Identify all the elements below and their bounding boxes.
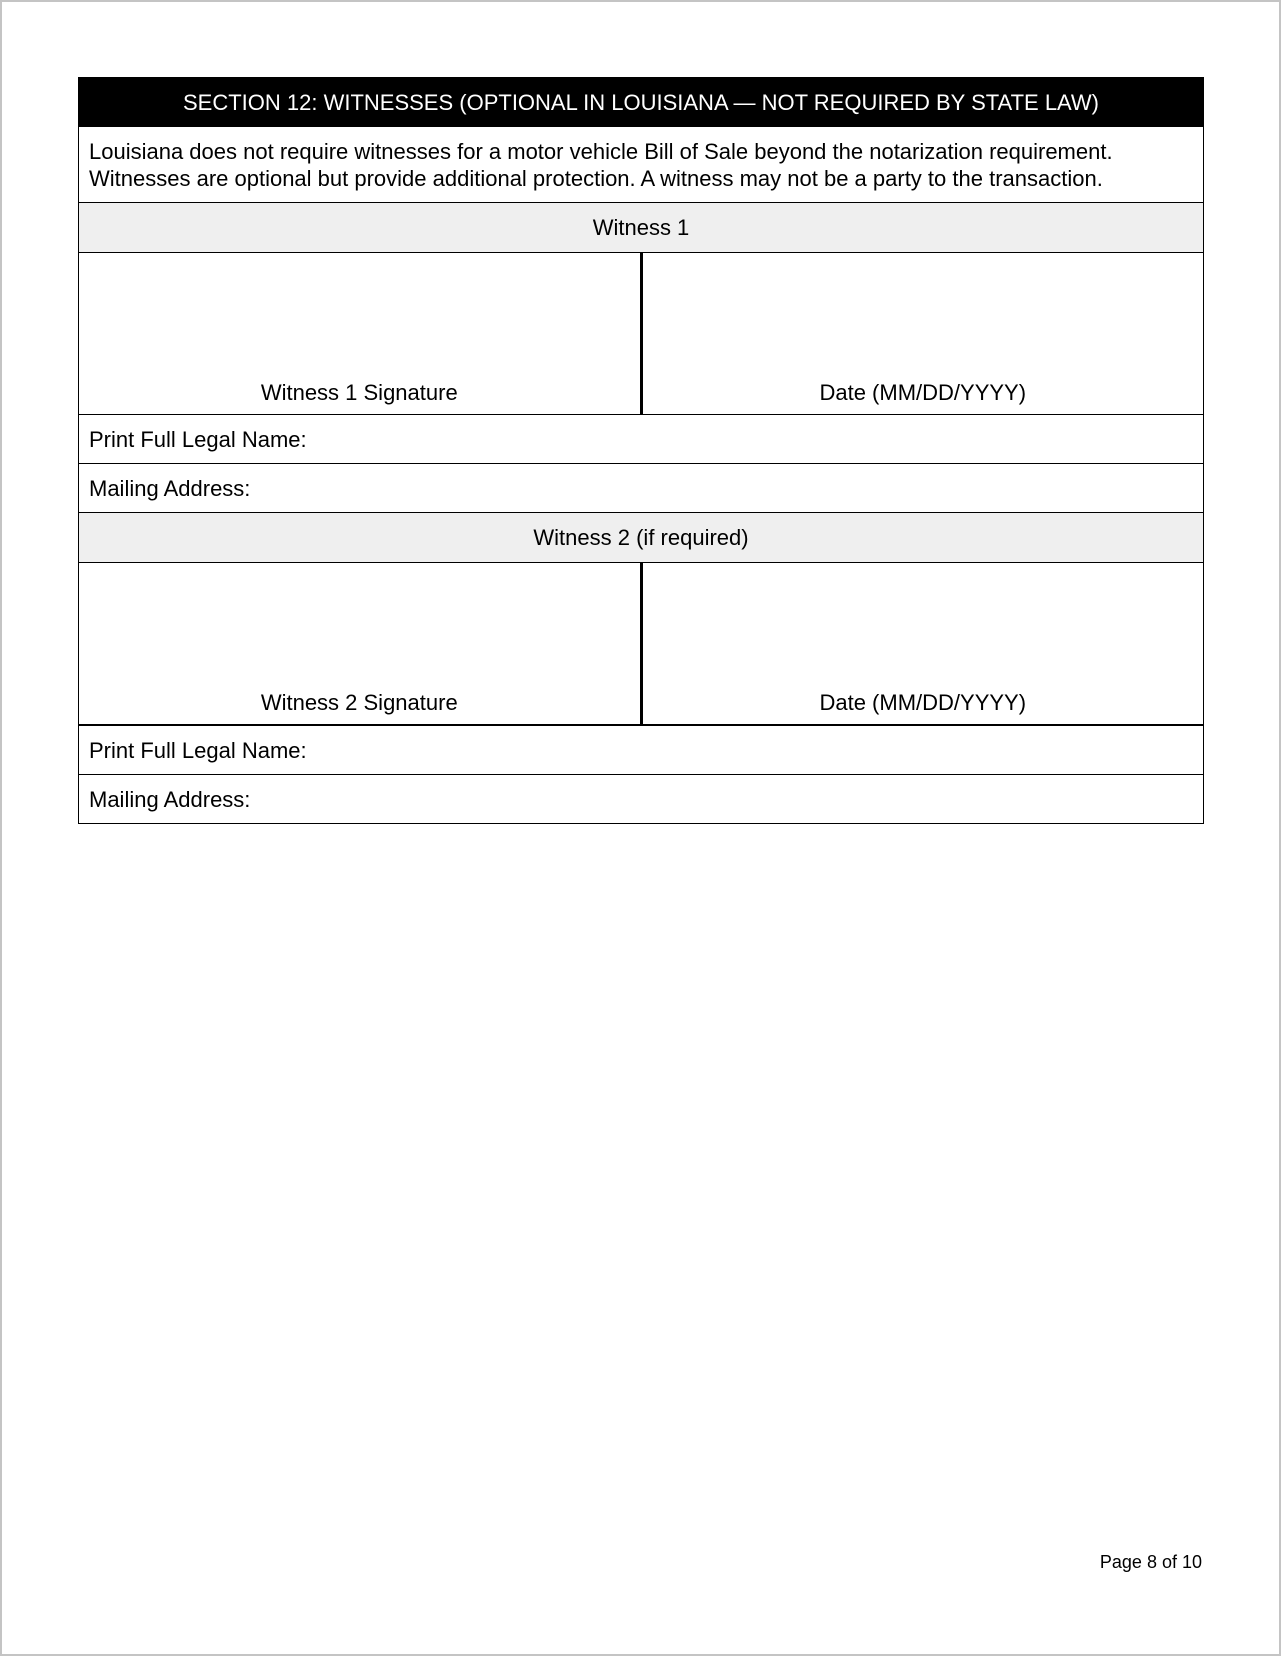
notice-line-1: Louisiana does not require witnesses for a motor vehicle Bill of Sale beyond the notarization requirement.: [89, 138, 1113, 164]
witness-1-name-field[interactable]: [79, 415, 1204, 464]
witness-1-date-field[interactable]: [641, 253, 1204, 415]
witness-1-signature-field[interactable]: [79, 253, 642, 415]
witness-1-name-label: Print Full Legal Name:: [89, 426, 307, 452]
witness-1-address-label: Mailing Address:: [89, 475, 251, 501]
witness-1-date-label: Date (MM/DD/YYYY): [819, 380, 1027, 405]
notice-line-2: Witnesses are optional but provide additional protection. A witness may not be a party to the transaction.: [89, 165, 1103, 191]
witness-2-signature-label: Witness 2 Signature: [260, 690, 458, 715]
section-notice: [79, 127, 1204, 203]
witness-1-signature-label: Witness 1 Signature: [260, 380, 458, 405]
witness-2-signature-field[interactable]: [79, 563, 642, 726]
witness-1-address-field[interactable]: [79, 464, 1204, 513]
page-number: Page 8 of 10: [1099, 1552, 1202, 1572]
witnesses-form-table: [78, 77, 1204, 824]
witness-2-name-field[interactable]: [79, 725, 1204, 775]
witness-2-date-field[interactable]: [641, 563, 1204, 726]
witness-2-name-label: Print Full Legal Name:: [89, 737, 307, 763]
witness-2-date-label: Date (MM/DD/YYYY): [819, 690, 1027, 715]
witness-2-address-field[interactable]: [79, 775, 1204, 824]
witness-2-address-label: Mailing Address:: [89, 786, 251, 812]
witness-1-heading: Witness 1: [79, 203, 1204, 253]
witness-2-heading: Witness 2 (if required): [79, 513, 1204, 563]
section-title: SECTION 12: WITNESSES (OPTIONAL IN LOUISIANA — NOT REQUIRED BY STATE LAW): [79, 78, 1204, 127]
